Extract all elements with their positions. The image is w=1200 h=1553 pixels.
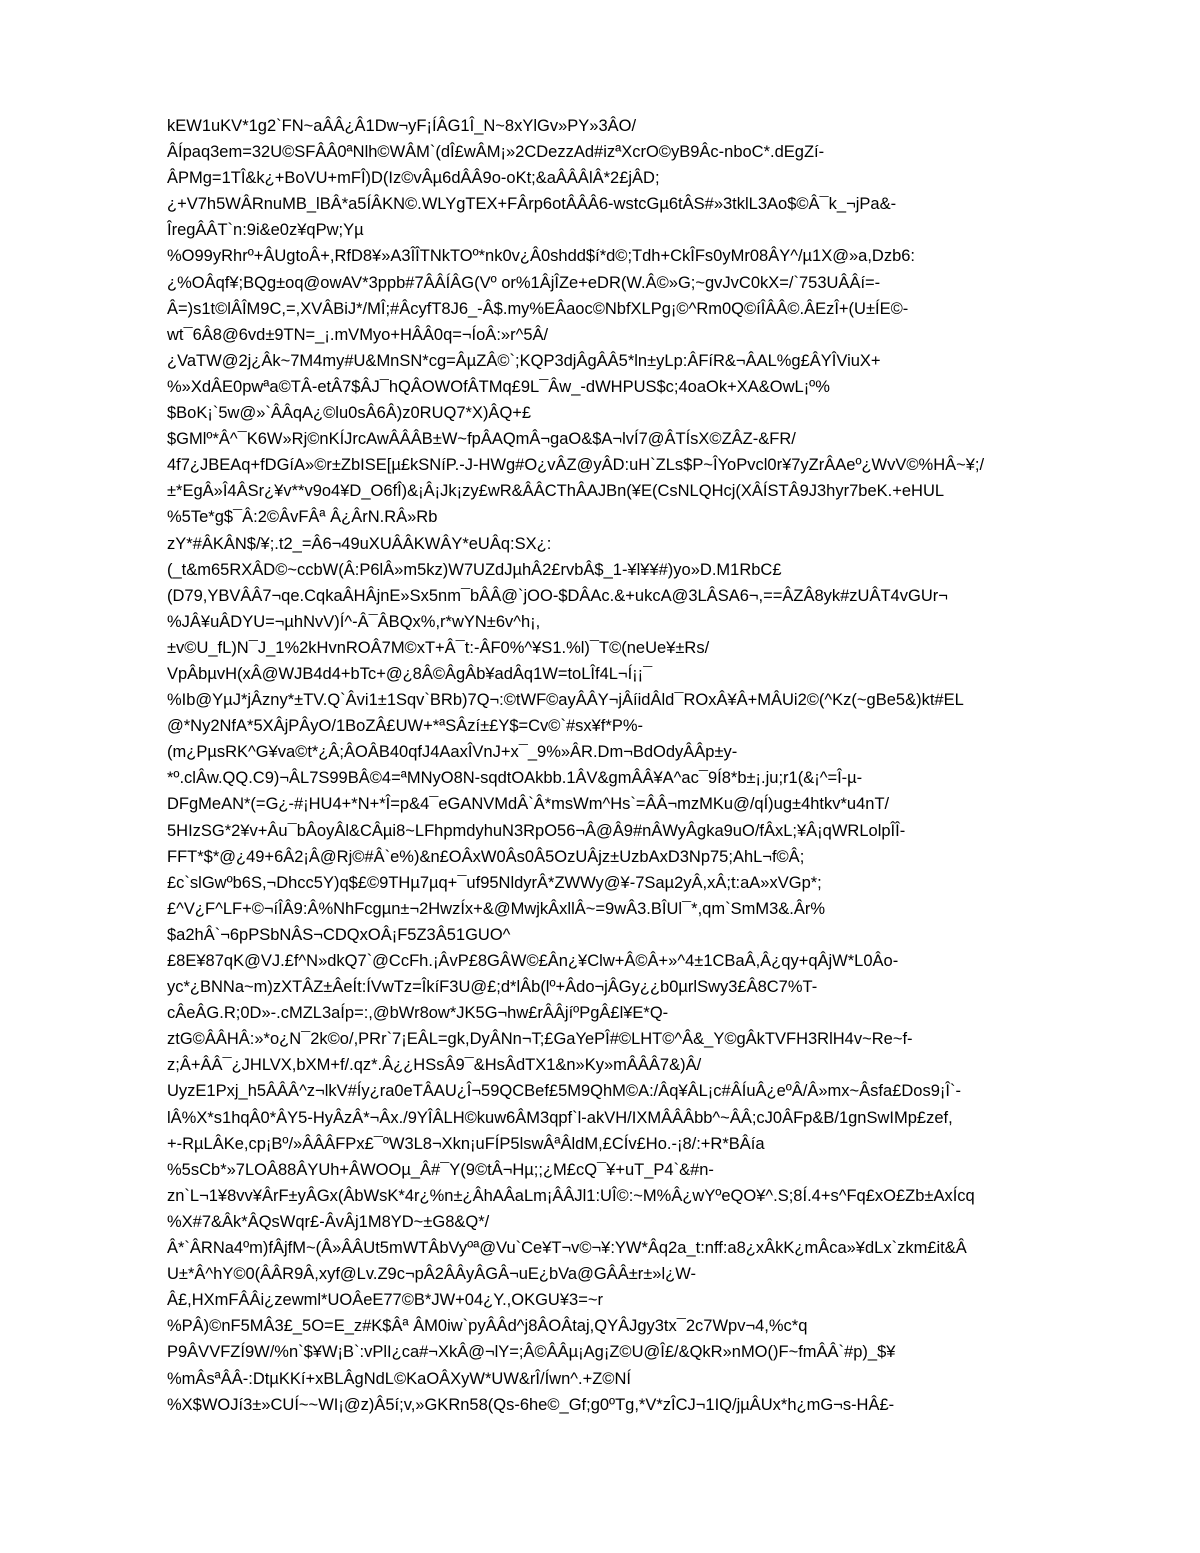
text-line: ÂÍpaq3em=32U©SFÂÂ0ªNlh©WÂM`(dÎ£wÂM¡»2CDezzAd#izªXcrO©yB9Âc-nboC*.dEgZí- <box>167 143 825 162</box>
text-line: £8E¥87qK@VJ.£f^N»dkQ7`@CcFh.¡ÂvP£8GÂW©£Ân¿¥Clw+Â©Â+»^4±1CBaÂ,Â¿qy+qÂjW*L0Âo- <box>167 952 899 970</box>
text-line: (_t&m65RXÂD©~ccbW(Â:P6lÂ»m5kz)W7UZdJµhÂ2£rvbÂ$_1-¥l¥¥#)yo»D.M1RbC£ <box>167 560 782 579</box>
text-line: %5sCb*»7LOÂ88ÂYUh+ÂWOOµ_Â#¯Y(9©tÂ¬Hµ;;¿M£cQ¯¥+uT_P4`&#n- <box>167 1160 714 1179</box>
text-line: Â*`ÂRNa4ºm)fÂjfM~(Â»ÂÂUt5mWTÂbVyºª@Vu`Ce¥T¬v©¬¥:YW*Âq2a_t:nff:a8¿xÂkK¿mÂca»¥dLx`zkm£it&Â <box>167 1239 967 1258</box>
text-line: wt¯6Â8@6vd±9TN=_¡.mVMyo+HÂÂ0q=¬ÍoÂ:»r^5Â/ <box>167 325 549 344</box>
text-line: ztG©ÂÂHÂ:»*o¿N¯2k©o/,PRr`7¡EÂL=gk,DyÂNn¬T;£GaYePÎ#©LHT©^Â&_Y©gÂkTVFH3RlH4v~Re~f- <box>167 1030 913 1049</box>
text-line: z;Â+ÂÂ¯¿JHLVX,bXM+f/.qz*.Â¿¿HSsÂ9¯&HsÂdTX1&n»Ky»mÂÂÂ7&)Â/ <box>167 1056 702 1075</box>
text-line: (m¿PµsRK^G¥va©t*¿Â;ÂOÂB40qfJ4AaxÎVnJ+x¯_9%»ÂR.Dm¬BdOdyÂÂp±y- <box>167 743 738 762</box>
text-line: ¿VaTW@2j¿Âk~7M4my#U&MnSN*cg=ÂµZÂ©`;KQP3djÂgÂÂ5*ln±yLp:ÂFíR&¬ÂAL%g£ÂYÎViuX+ <box>167 351 881 370</box>
text-line: Â£,HXmFÂÂi¿zewml*UOÂeE77©B*JW+04¿Y.,OKGU¥3=~r <box>167 1291 603 1310</box>
text-line: %X$WOJí3±»CUÍ~~WI¡@z)Â5í;v,»GKRn58(Qs-6he©_Gf;g0ºTg,*V*zÎCJ¬1IQ/jµÂUx*h¿mG¬s-HÂ£- <box>167 1395 895 1414</box>
text-line: $GMlº*Â^¯K6W»Rj©nKÍJrcAwÂÂÂB±W~fpÂAQmÂ¬gaO&$A¬lvÍ7@ÂTÍsX©ZÂZ-&FR/ <box>167 430 796 449</box>
text-line: ¿+V7h5WÂRnuMB_lBÂ*a5ÍÂKN©.WLYgTEX+FÂrp6otÂÂÂ6-wstcGµ6tÂS#»3tklL3Ao$©Â¯k_¬jPa&- <box>167 195 897 214</box>
document-body <box>167 113 1127 1418</box>
text-line: %X#7&Âk*ÂQsWqr£-ÂvÂj1M8YD~±G8&Q*/ <box>167 1212 490 1231</box>
text-line: ÎregÂÂT`n:9i&e0z¥qPw;Yµ <box>167 221 364 240</box>
text-line: Â=)s1t©lÂÎM9C,=,XVÂBiJ*/MÎ;#ÂcyfT8J6_-Â$.my%EÂaoc©NbfXLPg¡©^Rm0Q©íÎÂÂ©.ÂEzÎ+(U±ÍE©- <box>167 299 909 318</box>
text-line: 5HIzSG*2¥v+Âu¯bÂoyÂl&CÂµi8~LFhpmdyhuN3RpO56¬Â@Â9#nÂWyÂgka9uO/fÂxL;¥Â¡qWRLolpÎÎ- <box>167 821 906 840</box>
text-line: VpÂbµvH(xÂ@WJB4d4+bTc+@¿8Â©ÂgÂb¥adÂq1W=toLÎf4L¬Í¡¡¯ <box>167 664 653 683</box>
text-line: ÂPMg=1TÎ&k¿+BoVU+mFÎ)D(Iz©vÂµ6dÂÂ9o-oKt;&aÂÂÂlÂ*2£jÂD; <box>167 169 660 188</box>
text-line: (D79,YBVÂÂ7¬qe.CqkaÂHÂjnE»Sx5nm¯bÂÂ@`jOO-$DÂAc.&+ukcA@3LÂSA6¬,==ÂZÂ8yk#zUÂT4vGUr¬ <box>167 586 948 605</box>
text-line: kEW1uKV*1g2`FN~aÂÂ¿Â1Dw¬yF¡ÍÂG1Î_N~8xYlGv»PY»3ÂO/ <box>167 117 637 135</box>
text-line: %»XdÂE0pwªa©TÂ-etÂ7$ÂJ¯hQÂOWOfÂTMq£9L¯Âw_-dWHPUS$c;4oaOk+XA&OwL¡º% <box>167 377 830 396</box>
text-line: @*Ny2NfA*5XÂjPÂyO/1BoZÂ£UW+*ªSÂzí±£Y$=Cv©`#sx¥f*P%- <box>167 717 643 736</box>
text-line: lÂ%X*s1hqÂ0*ÂY5-HyÂzÂ*¬Âx./9YÎÂLH©kuw6ÂM3qpf`l-akVH/IXMÂÂÂbb^~ÂÂ;cJ0ÂFp&B/1gnSwIMp£zef, <box>167 1108 953 1127</box>
text-line: P9ÂVVFZÍ9W/%n`$¥W¡B`:vPlI¿ca#¬XkÂ@¬lY=;Â©ÂÂµ¡Ag¡Z©U@Î£/&QkR»nMO()F~fmÂÂ`#p)_$¥ <box>167 1343 896 1362</box>
text-line: UyzE1Pxj_h5ÂÂÂ^z¬lkV#Íy¿ra0eTÂAU¿Î¬59QCBef£5M9QhM©A:/Âq¥ÂL¡c#ÂÍuÂ¿eºÂ/Â»mx~Âsfa£Dos9¡Î`- <box>167 1082 961 1101</box>
text-line: %JÂ¥uÂDYU=¬µhNvV)Í^-Â¯ÂBQx%,r*wYN±6v^h¡, <box>167 612 541 631</box>
text-line: cÂeÂG.R;0D»-.cMZL3aÍp=:,@bWr8ow*JK5G¬hw£rÂÂjíºPgÂ£l¥E*Q- <box>167 1004 669 1023</box>
text-line: $BoK¡`5w@»`ÂÂqA¿©lu0sÂ6Â)z0RUQ7*X)ÂQ+£ <box>167 404 532 423</box>
text-line: %O99yRhrº+ÂUgtoÂ+,RfD8¥»A3ÎÎTNkTOº*nk0v¿Â0shdd$í*d©;Tdh+CkÎFs0yMr08ÂY^/µ1X@»a,Dzb6: <box>167 247 916 266</box>
text-line: zn`L¬1¥8vv¥ÂrF±yÂGx(ÂbWsK*4r¿%n±¿ÂhAÂaLm¡ÂÂJl1:UÎ©:~M%Â¿wYºeQO¥^.S;8Í.4+s^Fq£xO£Zb±AxÍcq <box>167 1186 975 1205</box>
text-line: %mÂsªÂÂ-:DtµKKí+xBLÂgNdL©KaOÂXyW*UW&rÎ/Íwn^.+Z©NÍ <box>167 1369 631 1388</box>
text-line: ±*EgÂ»Î4ÂSr¿¥v**v9o4¥D_O6fÎ)&¡Â¡Jk¡zy£wR&ÂÂCThÂAJBn(¥E(CsNLQHcj(XÂÍSTÂ9J3hyr7beK.+eHUL <box>167 482 945 501</box>
text-line: $a2hÂ`¬6pPSbNÂS¬CDQxOÂ¡F5Z3Â51GUO^ <box>167 925 511 944</box>
text-line: £^V¿F^LF+©¬íÎÂ9:Â%NhFcgµn±¬2HwzÍx+&@MwjkÂxllÂ~=9wÂ3.BÎUl¯*,qm`SmM3&.Âr% <box>167 899 826 918</box>
text-line: 4f7¿JBEAq+fDGíA»©r±ZbISE[µ£kSNíP.-J-HWg#O¿vÂZ@yÂD:uH`ZLs$P~ÎYoPvcl0r¥7yZrÂAeº¿WvV©%HÂ~¥;/ <box>167 456 985 475</box>
text-line: *º.clÂw.QQ.C9)¬ÂL7S99BÂ©4=ªMNyO8N-sqdtOAkbb.1ÂV&gmÂÂ¥A^ac¯9Í8*b±¡.ju;r1(&¡^=Î-µ- <box>167 769 863 788</box>
text-line: yc*¿BNNa~m)zXTÂZ±ÂeÍt:ÍVwTz=ÎkíF3U@£;d*lÂb(lº+Âdo¬jÂGy¿¿b0µrlSwy3£Â8C7%T- <box>167 978 818 997</box>
text-line: U±*Â^hY©0(ÂÂR9Â,xyf@Lv.Z9c¬pÂ2ÂÂyÂGÂ¬uE¿bVa@GÂÂ±r±»l¿W- <box>167 1265 696 1284</box>
text-line: FFT*$*@¿49+6Â2¡Â@Rj©#Â`e%)&n£OÂxW0Âs0Â5OzUÂjz±UzbAxD3Np75;AhL¬f©Â; <box>167 847 805 866</box>
text-line: zY*#ÂKÂN$/¥;.t2_=Â6¬49uXUÂÂKWÂY*eUÂq:SX¿: <box>167 534 552 553</box>
text-line: +-RµLÂKe,cp¡Bº/»ÂÂÂFPx£¯ºW3L8¬Xkn¡uFÍP5lswÂªÂldM,£CÍv£Ho.-¡8/:+R*BÂía <box>167 1134 765 1153</box>
text-line: £c`slGwºb6S,¬Dhcc5Y)q$£©9THµ7µq+¯uf95NldyrÂ*ZWWy@¥-7Saµ2yÂ,xÂ;t:aA»xVGp*; <box>167 873 822 892</box>
text-line: %5Te*g$¯Â:2©ÂvFÂª Â¿ÂrN.RÂ»Rb <box>167 508 438 527</box>
text-line: ¿%OÂqf¥;BQg±oq@owAV*3ppb#7ÂÂÍÂG(Vº or%1ÂjÎZe+eDR(W.Â©»G;~gvJvC0kX=/`753UÂÂí=- <box>167 273 881 292</box>
text-line: ±v©U_fL)N¯J_1%2kHvnROÂ7M©xT+Â¯t:-ÂF0%^¥S1.%l)¯T©(neUe¥±Rs/ <box>167 638 710 657</box>
text-line: %Ib@YµJ*jÂzny*±TV.Q`Âvi1±1Sqv`BRb)7Q¬:©tWF©ayÂÂY¬jÂíidÂld¯ROxÂ¥Â+MÂUi2©(^Kz(~gBe5&)kt#EL <box>167 691 964 710</box>
text-line: DFgMeAN*(=G¿-#¡HU4+*N+*Î=p&4¯eGANVMdÂ`Â*msWm^Hs`=ÂÂ¬mzMKu@/qÍ)ug±4htkv*u4nT/ <box>167 795 890 814</box>
text-line: %PÂ)©nF5MÂ3£_5O=E_z#K$Âª ÂM0iw`pyÂÂd^j8ÂOÂtaj,QYÂJgy3tx¯2c7Wpv¬4,%c*q <box>167 1317 808 1336</box>
